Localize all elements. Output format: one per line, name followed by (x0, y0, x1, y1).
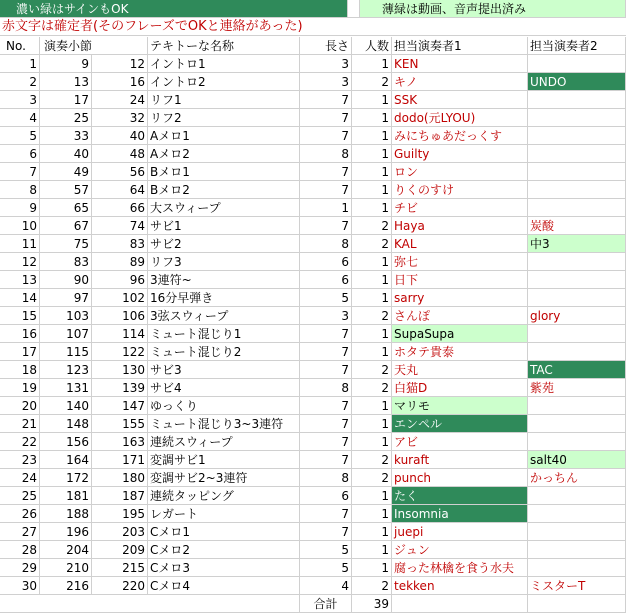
cell-length[interactable]: 6 (300, 487, 352, 505)
header-player-2[interactable]: 担当演奏者2 (528, 37, 626, 55)
header-row (0, 37, 626, 55)
cell-count[interactable]: 1 (352, 505, 392, 523)
table-row (0, 181, 626, 199)
cell-part-name[interactable]: 変調サビ2~3連符 (148, 469, 300, 487)
cell-no[interactable]: 15 (0, 307, 40, 325)
cell-count[interactable]: 1 (352, 145, 392, 163)
table-row (0, 109, 626, 127)
cell-start-measure[interactable]: 25 (40, 109, 92, 127)
cell-player-1[interactable]: SSK (392, 91, 528, 109)
table-row (0, 289, 626, 307)
cell-count[interactable]: 1 (352, 163, 392, 181)
legend-dark-green[interactable]: 濃い緑はサインもOK (0, 0, 348, 18)
cell-player-1[interactable]: 日下 (392, 271, 528, 289)
cell-count[interactable]: 2 (352, 379, 392, 397)
table-row (0, 433, 626, 451)
cell-player-1[interactable]: KAL (392, 235, 528, 253)
cell-part-name[interactable]: 16分早弾き (148, 289, 300, 307)
cell-part-name[interactable]: 大スウィープ (148, 199, 300, 217)
header-name[interactable]: テキトーな名称 (148, 37, 300, 55)
cell-length[interactable]: 7 (300, 397, 352, 415)
cell-player-2[interactable]: ミスターT (528, 577, 626, 595)
cell-length[interactable]: 7 (300, 451, 352, 469)
cell-start-measure[interactable]: 196 (40, 523, 92, 541)
cell-part-name[interactable]: 連続スウィープ (148, 433, 300, 451)
cell-end-measure[interactable]: 48 (92, 145, 148, 163)
cell-no[interactable]: 28 (0, 541, 40, 559)
cell-no[interactable]: 26 (0, 505, 40, 523)
cell-no[interactable]: 9 (0, 199, 40, 217)
total-blank-3[interactable] (528, 595, 626, 613)
cell-player-2[interactable] (528, 505, 626, 523)
cell-start-measure[interactable]: 57 (40, 181, 92, 199)
cell-player-1[interactable]: tekken (392, 577, 528, 595)
cell-end-measure[interactable]: 24 (92, 91, 148, 109)
table-row (0, 505, 626, 523)
cell-count[interactable]: 2 (352, 235, 392, 253)
cell-part-name[interactable]: 変調サビ1 (148, 451, 300, 469)
cell-player-2[interactable] (528, 325, 626, 343)
cell-player-2[interactable] (528, 199, 626, 217)
cell-start-measure[interactable]: 140 (40, 397, 92, 415)
total-blank-2[interactable] (392, 595, 528, 613)
cell-count[interactable]: 1 (352, 91, 392, 109)
cell-count[interactable]: 1 (352, 109, 392, 127)
cell-length[interactable]: 3 (300, 55, 352, 73)
cell-length[interactable]: 8 (300, 145, 352, 163)
cell-no[interactable]: 4 (0, 109, 40, 127)
cell-player-1[interactable]: ジュン (392, 541, 528, 559)
header-length[interactable]: 長さ (300, 37, 352, 55)
table-row (0, 469, 626, 487)
cell-start-measure[interactable]: 13 (40, 73, 92, 91)
cell-length[interactable]: 5 (300, 541, 352, 559)
cell-player-1[interactable]: 白猫D (392, 379, 528, 397)
cell-part-name[interactable]: 3連符~ (148, 271, 300, 289)
cell-length[interactable]: 7 (300, 325, 352, 343)
cell-start-measure[interactable]: 216 (40, 577, 92, 595)
cell-end-measure[interactable]: 171 (92, 451, 148, 469)
cell-end-measure[interactable]: 106 (92, 307, 148, 325)
cell-count[interactable]: 1 (352, 271, 392, 289)
cell-no[interactable]: 10 (0, 217, 40, 235)
cell-player-2[interactable]: glory (528, 307, 626, 325)
cell-player-2[interactable] (528, 415, 626, 433)
cell-player-2[interactable] (528, 271, 626, 289)
cell-no[interactable]: 7 (0, 163, 40, 181)
cell-player-2[interactable]: salt40 (528, 451, 626, 469)
total-blank-1[interactable] (0, 595, 300, 613)
note-row (0, 18, 626, 36)
table-row (0, 253, 626, 271)
cell-start-measure[interactable]: 97 (40, 289, 92, 307)
cell-length[interactable]: 6 (300, 271, 352, 289)
cell-end-measure[interactable]: 12 (92, 55, 148, 73)
cell-player-1[interactable]: チビ (392, 199, 528, 217)
cell-no[interactable]: 19 (0, 379, 40, 397)
table-row (0, 163, 626, 181)
cell-player-1[interactable]: たく (392, 487, 528, 505)
cell-player-2[interactable] (528, 541, 626, 559)
cell-start-measure[interactable]: 107 (40, 325, 92, 343)
cell-player-2[interactable] (528, 397, 626, 415)
cell-player-2[interactable] (528, 289, 626, 307)
cell-player-2[interactable]: 紫苑 (528, 379, 626, 397)
cell-part-name[interactable]: レガート (148, 505, 300, 523)
cell-length[interactable]: 7 (300, 109, 352, 127)
cell-no[interactable]: 29 (0, 559, 40, 577)
table-row (0, 415, 626, 433)
cell-start-measure[interactable]: 33 (40, 127, 92, 145)
cell-length[interactable]: 8 (300, 235, 352, 253)
cell-end-measure[interactable]: 114 (92, 325, 148, 343)
cell-count[interactable]: 2 (352, 73, 392, 91)
cell-part-name[interactable]: Cメロ4 (148, 577, 300, 595)
cell-no[interactable]: 25 (0, 487, 40, 505)
cell-count[interactable]: 1 (352, 397, 392, 415)
cell-start-measure[interactable]: 172 (40, 469, 92, 487)
cell-part-name[interactable]: イントロ2 (148, 73, 300, 91)
table-row (0, 361, 626, 379)
cell-end-measure[interactable]: 215 (92, 559, 148, 577)
cell-player-2[interactable] (528, 253, 626, 271)
cell-player-1[interactable]: マリモ (392, 397, 528, 415)
cell-player-1[interactable]: kuraft (392, 451, 528, 469)
cell-part-name[interactable]: ミュート混じり3~3連符 (148, 415, 300, 433)
cell-player-2[interactable]: かっちん (528, 469, 626, 487)
cell-player-2[interactable] (528, 91, 626, 109)
table-row (0, 73, 626, 91)
cell-end-measure[interactable]: 56 (92, 163, 148, 181)
table-row (0, 559, 626, 577)
banner-gap[interactable] (348, 0, 360, 18)
cell-count[interactable]: 1 (352, 343, 392, 361)
cell-no[interactable]: 24 (0, 469, 40, 487)
table-row (0, 487, 626, 505)
cell-player-2[interactable] (528, 523, 626, 541)
total-label[interactable]: 合計 (300, 595, 352, 613)
cell-part-name[interactable]: リフ1 (148, 91, 300, 109)
cell-player-1[interactable]: 腐った林檎を食う水夫 (392, 559, 528, 577)
cell-player-2[interactable] (528, 343, 626, 361)
cell-length[interactable]: 7 (300, 181, 352, 199)
cell-start-measure[interactable]: 156 (40, 433, 92, 451)
cell-player-1[interactable]: ロン (392, 163, 528, 181)
cell-part-name[interactable]: サビ2 (148, 235, 300, 253)
cell-player-2[interactable] (528, 55, 626, 73)
cell-start-measure[interactable]: 17 (40, 91, 92, 109)
table-row (0, 451, 626, 469)
cell-start-measure[interactable]: 75 (40, 235, 92, 253)
table-row (0, 577, 626, 595)
cell-end-measure[interactable]: 155 (92, 415, 148, 433)
cell-count[interactable]: 1 (352, 55, 392, 73)
cell-count[interactable]: 1 (352, 523, 392, 541)
cell-end-measure[interactable]: 163 (92, 433, 148, 451)
table-row (0, 271, 626, 289)
table-row (0, 307, 626, 325)
cell-end-measure[interactable]: 89 (92, 253, 148, 271)
cell-end-measure[interactable]: 203 (92, 523, 148, 541)
table-row (0, 397, 626, 415)
cell-player-1[interactable]: アビ (392, 433, 528, 451)
cell-player-1[interactable]: Insomnia (392, 505, 528, 523)
cell-part-name[interactable]: Aメロ1 (148, 127, 300, 145)
cell-length[interactable]: 7 (300, 433, 352, 451)
table-row (0, 91, 626, 109)
cell-player-1[interactable]: みにちゅあだっくす (392, 127, 528, 145)
cell-no[interactable]: 16 (0, 325, 40, 343)
cell-length[interactable]: 7 (300, 361, 352, 379)
cell-end-measure[interactable]: 180 (92, 469, 148, 487)
cell-count[interactable]: 2 (352, 469, 392, 487)
cell-player-1[interactable]: ホタテ貴泰 (392, 343, 528, 361)
cell-player-2[interactable] (528, 109, 626, 127)
table-row (0, 199, 626, 217)
cell-player-1[interactable]: Guilty (392, 145, 528, 163)
cell-count[interactable]: 1 (352, 127, 392, 145)
cell-no[interactable]: 20 (0, 397, 40, 415)
total-value[interactable]: 39 (352, 595, 392, 613)
cell-count[interactable]: 2 (352, 577, 392, 595)
cell-count[interactable]: 1 (352, 253, 392, 271)
cell-player-1[interactable]: さんぽ (392, 307, 528, 325)
cell-no[interactable]: 3 (0, 91, 40, 109)
cell-count[interactable]: 1 (352, 487, 392, 505)
cell-length[interactable]: 4 (300, 577, 352, 595)
cell-player-1[interactable]: 天丸 (392, 361, 528, 379)
cell-player-1[interactable]: juepi (392, 523, 528, 541)
cell-count[interactable]: 1 (352, 181, 392, 199)
cell-no[interactable]: 2 (0, 73, 40, 91)
cell-end-measure[interactable]: 16 (92, 73, 148, 91)
cell-no[interactable]: 30 (0, 577, 40, 595)
cell-player-2[interactable] (528, 559, 626, 577)
cell-player-1[interactable]: dodo(元LYOU) (392, 109, 528, 127)
cell-player-2[interactable] (528, 163, 626, 181)
cell-count[interactable]: 1 (352, 415, 392, 433)
confirmed-note[interactable]: 赤文字は確定者(そのフレーズでOKと連絡があった) (0, 18, 626, 36)
cell-end-measure[interactable]: 32 (92, 109, 148, 127)
cell-end-measure[interactable]: 130 (92, 361, 148, 379)
table-row (0, 325, 626, 343)
cell-start-measure[interactable]: 164 (40, 451, 92, 469)
cell-end-measure[interactable]: 64 (92, 181, 148, 199)
cell-no[interactable]: 21 (0, 415, 40, 433)
cell-end-measure[interactable]: 187 (92, 487, 148, 505)
banner-row (0, 0, 626, 18)
cell-part-name[interactable]: 連続タッピング (148, 487, 300, 505)
cell-part-name[interactable]: サビ1 (148, 217, 300, 235)
cell-length[interactable]: 7 (300, 505, 352, 523)
cell-player-2[interactable]: 中3 (528, 235, 626, 253)
cell-length[interactable]: 3 (300, 73, 352, 91)
cell-count[interactable]: 2 (352, 307, 392, 325)
cell-no[interactable]: 8 (0, 181, 40, 199)
cell-length[interactable]: 7 (300, 91, 352, 109)
cell-count[interactable]: 2 (352, 451, 392, 469)
cell-end-measure[interactable]: 195 (92, 505, 148, 523)
cell-no[interactable]: 18 (0, 361, 40, 379)
cell-no[interactable]: 27 (0, 523, 40, 541)
cell-start-measure[interactable]: 90 (40, 271, 92, 289)
cell-start-measure[interactable]: 204 (40, 541, 92, 559)
header-no[interactable]: No. (0, 37, 40, 55)
cell-no[interactable]: 22 (0, 433, 40, 451)
table-row (0, 343, 626, 361)
cell-start-measure[interactable]: 181 (40, 487, 92, 505)
cell-length[interactable]: 1 (300, 199, 352, 217)
cell-end-measure[interactable]: 96 (92, 271, 148, 289)
table-row (0, 379, 626, 397)
cell-no[interactable]: 11 (0, 235, 40, 253)
cell-part-name[interactable]: リフ3 (148, 253, 300, 271)
cell-start-measure[interactable]: 65 (40, 199, 92, 217)
cell-no[interactable]: 13 (0, 271, 40, 289)
cell-end-measure[interactable]: 209 (92, 541, 148, 559)
cell-no[interactable]: 23 (0, 451, 40, 469)
cell-part-name[interactable]: リフ2 (148, 109, 300, 127)
cell-part-name[interactable]: Cメロ2 (148, 541, 300, 559)
cell-count[interactable]: 1 (352, 199, 392, 217)
cell-end-measure[interactable]: 147 (92, 397, 148, 415)
cell-no[interactable]: 5 (0, 127, 40, 145)
cell-no[interactable]: 14 (0, 289, 40, 307)
table-row (0, 523, 626, 541)
cell-count[interactable]: 1 (352, 433, 392, 451)
cell-player-2[interactable] (528, 181, 626, 199)
cell-length[interactable]: 7 (300, 127, 352, 145)
cell-player-2[interactable] (528, 487, 626, 505)
cell-length[interactable]: 6 (300, 253, 352, 271)
cell-start-measure[interactable]: 210 (40, 559, 92, 577)
table-row (0, 145, 626, 163)
cell-part-name[interactable]: Cメロ3 (148, 559, 300, 577)
cell-start-measure[interactable]: 83 (40, 253, 92, 271)
cell-end-measure[interactable]: 74 (92, 217, 148, 235)
cell-count[interactable]: 1 (352, 559, 392, 577)
cell-start-measure[interactable]: 148 (40, 415, 92, 433)
cell-end-measure[interactable]: 122 (92, 343, 148, 361)
cell-start-measure[interactable]: 40 (40, 145, 92, 163)
cell-part-name[interactable]: ミュート混じり1 (148, 325, 300, 343)
cell-start-measure[interactable]: 123 (40, 361, 92, 379)
cell-player-2[interactable] (528, 127, 626, 145)
cell-start-measure[interactable]: 103 (40, 307, 92, 325)
legend-light-green[interactable]: 薄緑は動画、音声提出済み (360, 0, 626, 18)
cell-player-1[interactable]: sarry (392, 289, 528, 307)
header-measures[interactable]: 演奏小節 (40, 37, 148, 55)
cell-count[interactable]: 2 (352, 217, 392, 235)
cell-part-name[interactable]: サビ3 (148, 361, 300, 379)
cell-start-measure[interactable]: 131 (40, 379, 92, 397)
cell-no[interactable]: 6 (0, 145, 40, 163)
cell-player-1[interactable]: KEN (392, 55, 528, 73)
cell-player-2[interactable] (528, 433, 626, 451)
cell-length[interactable]: 7 (300, 163, 352, 181)
cell-start-measure[interactable]: 67 (40, 217, 92, 235)
cell-no[interactable]: 17 (0, 343, 40, 361)
cell-start-measure[interactable]: 115 (40, 343, 92, 361)
cell-player-1[interactable]: SupaSupa (392, 325, 528, 343)
cell-length[interactable]: 8 (300, 379, 352, 397)
cell-end-measure[interactable]: 139 (92, 379, 148, 397)
cell-player-1[interactable]: punch (392, 469, 528, 487)
cell-count[interactable]: 1 (352, 541, 392, 559)
cell-player-2[interactable] (528, 145, 626, 163)
cell-count[interactable]: 1 (352, 289, 392, 307)
cell-player-2[interactable]: TAC (528, 361, 626, 379)
cell-part-name[interactable]: Bメロ1 (148, 163, 300, 181)
cell-part-name[interactable]: ミュート混じり2 (148, 343, 300, 361)
cell-player-1[interactable]: キノ (392, 73, 528, 91)
table-row (0, 127, 626, 145)
cell-part-name[interactable]: ゆっくり (148, 397, 300, 415)
cell-length[interactable]: 7 (300, 343, 352, 361)
cell-length[interactable]: 5 (300, 559, 352, 577)
header-count[interactable]: 人数 (352, 37, 392, 55)
cell-no[interactable]: 12 (0, 253, 40, 271)
header-player-1[interactable]: 担当演奏者1 (392, 37, 528, 55)
table-row (0, 55, 626, 73)
cell-end-measure[interactable]: 83 (92, 235, 148, 253)
cell-player-1[interactable]: 弥七 (392, 253, 528, 271)
table-row (0, 541, 626, 559)
cell-end-measure[interactable]: 220 (92, 577, 148, 595)
cell-player-2[interactable]: UNDO (528, 73, 626, 91)
cell-length[interactable]: 7 (300, 523, 352, 541)
cell-part-name[interactable]: Cメロ1 (148, 523, 300, 541)
cell-start-measure[interactable]: 188 (40, 505, 92, 523)
table-row (0, 217, 626, 235)
cell-player-2[interactable]: 炭酸 (528, 217, 626, 235)
cell-player-1[interactable]: エンペル (392, 415, 528, 433)
cell-start-measure[interactable]: 49 (40, 163, 92, 181)
cell-part-name[interactable]: 3弦スウィープ (148, 307, 300, 325)
cell-count[interactable]: 2 (352, 361, 392, 379)
cell-length[interactable]: 5 (300, 289, 352, 307)
table-row (0, 235, 626, 253)
cell-no[interactable]: 1 (0, 55, 40, 73)
cell-length[interactable]: 8 (300, 469, 352, 487)
cell-start-measure[interactable]: 9 (40, 55, 92, 73)
cell-end-measure[interactable]: 66 (92, 199, 148, 217)
cell-length[interactable]: 7 (300, 217, 352, 235)
cell-length[interactable]: 3 (300, 307, 352, 325)
cell-end-measure[interactable]: 102 (92, 289, 148, 307)
cell-part-name[interactable]: イントロ1 (148, 55, 300, 73)
total-row (0, 595, 626, 613)
cell-length[interactable]: 7 (300, 415, 352, 433)
cell-end-measure[interactable]: 40 (92, 127, 148, 145)
cell-part-name[interactable]: サビ4 (148, 379, 300, 397)
cell-count[interactable]: 1 (352, 325, 392, 343)
cell-part-name[interactable]: Bメロ2 (148, 181, 300, 199)
cell-player-1[interactable]: りくのすけ (392, 181, 528, 199)
cell-part-name[interactable]: Aメロ2 (148, 145, 300, 163)
cell-player-1[interactable]: Haya (392, 217, 528, 235)
